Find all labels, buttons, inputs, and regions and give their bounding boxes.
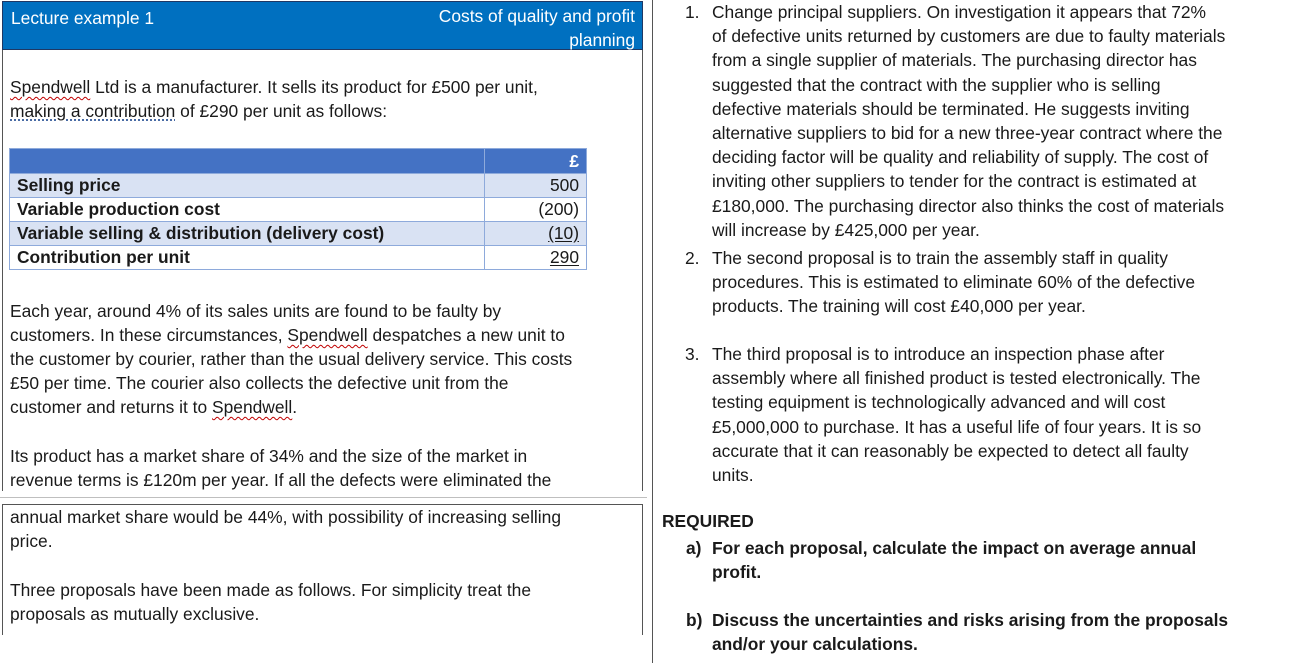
proposal-line: £180,000. The purchasing director also thinks the cost of materials: [712, 195, 1225, 216]
defects-paragraph: [10, 299, 636, 419]
required-text: [712, 608, 1287, 656]
proposal-line: products. The training will cost £40,000 per year.: [712, 296, 1086, 317]
market-line-1: Its product has a market share of 34% and the size of the market in: [10, 446, 528, 466]
proposal-line: assembly where all finished product is tested electronically. The: [712, 368, 1201, 389]
table-row: [10, 222, 587, 246]
proposal-line: deciding factor will be quality and reliability of supply. The cost of: [712, 147, 1209, 168]
defects-line-2a: customers. In these circumstances,: [10, 325, 288, 345]
intro-paragraph: [10, 75, 636, 123]
required-line: profit.: [712, 562, 762, 583]
defects-line-2b: despatches a new unit to: [367, 325, 565, 345]
proposal-line: £5,000,000 to purchase. It has a useful life of four years. It is so: [712, 416, 1202, 437]
page-break-divider: [0, 497, 647, 498]
proposal-line: alternative suppliers to bid for a new three-year contract where the: [712, 123, 1223, 144]
row-value: [485, 222, 587, 246]
required-line: and/or your calculations.: [712, 634, 918, 655]
market-line-2: revenue terms is £120m per year. If all the defects were eliminated the: [10, 470, 552, 490]
proposal-line: of defective units returned by customers are due to faulty materials: [712, 26, 1226, 47]
company-name-spellcheck[interactable]: Spendwell: [212, 397, 293, 417]
proposals-intro-line-1: Three proposals have been made as follows. For simplicity treat the: [10, 580, 531, 600]
market-paragraph-continued: [10, 505, 636, 553]
contribution-grammar-check[interactable]: making a contribution: [10, 101, 176, 121]
intro-line-1-text: Ltd is a manufacturer. It sells its product for £500 per unit,: [90, 77, 538, 97]
proposal-line: testing equipment is technologically advanced and will cost: [712, 392, 1166, 413]
proposal-line: suggested that the contract with the supplier who is selling: [712, 74, 1161, 95]
proposal-line: inviting other suppliers to tender for the contract is estimated at: [712, 171, 1197, 192]
intro-line-2: [10, 99, 636, 123]
required-line: Discuss the uncertainties and risks arising from the proposals: [712, 610, 1229, 630]
defects-line-2: [10, 323, 636, 347]
row-label: Variable production cost: [10, 198, 485, 222]
proposal-number: 3.: [685, 344, 700, 364]
table-row: [10, 198, 587, 222]
proposals-intro-line-2: proposals as mutually exclusive.: [10, 604, 260, 624]
row-value-text: 290: [549, 247, 579, 267]
slide-header: [2, 1, 643, 50]
proposal-text: [712, 246, 1287, 319]
required-heading: REQUIRED: [662, 511, 754, 531]
table-header-currency: £: [485, 149, 587, 174]
row-value: [485, 246, 587, 270]
proposal-line: defective materials should be terminated. He suggests inviting: [712, 98, 1190, 119]
defects-line-5: [10, 395, 636, 419]
proposal-line: The third proposal is to introduce an inspection phase after: [712, 344, 1165, 364]
market-cont-line-2: price.: [10, 531, 53, 551]
required-line: For each proposal, calculate the impact on average annual: [712, 538, 1197, 558]
market-paragraph: [10, 444, 636, 492]
intro-line-2-text: of £290 per unit as follows:: [175, 101, 388, 121]
row-label: Contribution per unit: [10, 246, 485, 270]
proposal-number: 2.: [685, 248, 700, 268]
row-value: (200): [485, 198, 587, 222]
row-value-text: (10): [548, 223, 579, 243]
table-header-row: [10, 149, 587, 174]
proposal-line: Change principal suppliers. On investigation it appears that 72%: [712, 2, 1206, 22]
topic-title: Costs of quality and profit planning: [438, 6, 635, 50]
market-cont-line-1: annual market share would be 44%, with possibility of increasing selling: [10, 507, 561, 527]
defects-line-4: £50 per time. The courier also collects the defective unit from the: [10, 373, 509, 393]
proposal-line: procedures. This is estimated to eliminate 60% of the defective: [712, 272, 1196, 293]
intro-line-1: [10, 75, 636, 99]
proposal-line: The second proposal is to train the assembly staff in quality: [712, 248, 1168, 268]
table-header-blank: [10, 149, 485, 174]
table-row: [10, 246, 587, 270]
proposal-line: units.: [712, 465, 754, 486]
proposal-text: [712, 342, 1287, 487]
proposal-line: from a single supplier of materials. The purchasing director has: [712, 50, 1197, 71]
defects-line-3: the customer by courier, rather than the usual delivery service. This costs: [10, 349, 573, 369]
row-value: 500: [485, 174, 587, 198]
proposal-line: will increase by £425,000 per year.: [712, 219, 980, 240]
defects-line-5a: customer and returns it to: [10, 397, 213, 417]
required-letter: a): [686, 538, 702, 558]
row-label: Selling price: [10, 174, 485, 198]
column-divider: [652, 0, 653, 663]
company-name-spellcheck[interactable]: Spendwell: [10, 77, 91, 97]
defects-line-1: Each year, around 4% of its sales units are found to be faulty by: [10, 301, 502, 321]
proposal-number: 1.: [685, 2, 700, 22]
contribution-table: [9, 148, 587, 270]
proposal-text: [712, 0, 1287, 242]
lecture-title: Lecture example 1: [11, 8, 155, 28]
required-text: [712, 536, 1287, 584]
defects-line-5b: .: [292, 397, 298, 417]
proposals-intro-paragraph: [10, 578, 636, 626]
row-label: Variable selling & distribution (delivery cost): [10, 222, 485, 246]
required-letter: b): [686, 610, 703, 630]
table-row: [10, 174, 587, 198]
company-name-spellcheck[interactable]: Spendwell: [287, 325, 368, 345]
proposal-line: accurate that it can reasonably be expected to detect all faulty: [712, 440, 1189, 461]
